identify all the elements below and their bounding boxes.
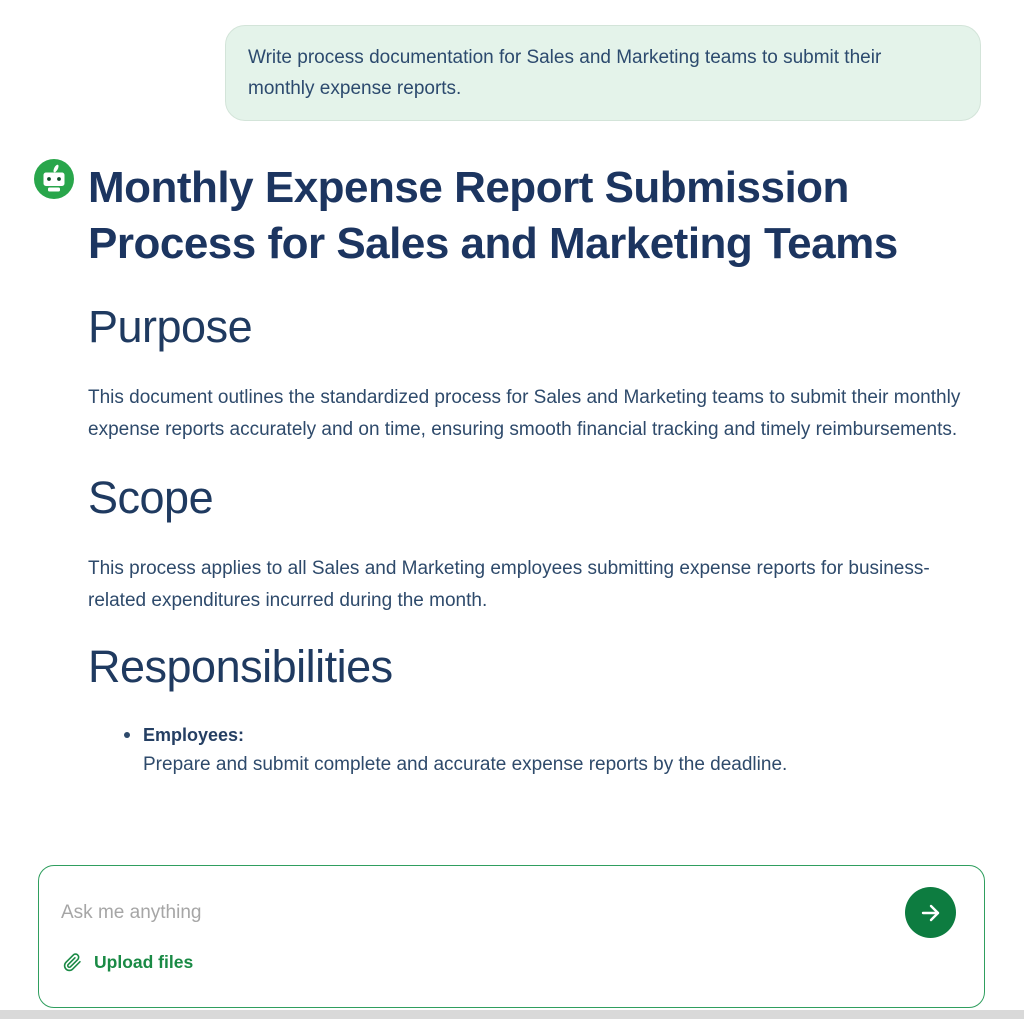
user-message-text: Write process documentation for Sales and Marketing teams to submit their monthly expense reports.	[248, 47, 882, 99]
robot-icon	[34, 159, 74, 199]
user-message-bubble	[225, 25, 981, 121]
section-heading-scope: Scope	[88, 472, 214, 523]
document-title: Monthly Expense Report Submission Process for Sales and Marketing Teams	[88, 163, 898, 268]
section-body-scope: This process applies to all Sales and Marketing employees submitting expense reports for business-related expenditures incurred during the month.	[88, 558, 930, 611]
section-heading-responsibilities: Responsibilities	[88, 641, 393, 692]
section-body-purpose: This document outlines the standardized process for Sales and Marketing teams to submit their monthly expense reports accurately and on time, ensuring smooth financial tracking and timely reimbursements.	[88, 387, 961, 440]
responsibilities-list	[88, 720, 978, 780]
assistant-document	[88, 160, 978, 780]
section-heading-purpose: Purpose	[88, 301, 253, 352]
paperclip-icon	[63, 952, 82, 973]
chat-input[interactable]	[61, 892, 881, 934]
list-item-label: Employees:	[143, 725, 245, 745]
upload-files-label: Upload files	[94, 952, 194, 972]
send-button[interactable]	[905, 887, 956, 938]
page-bottom-edge	[0, 1010, 1024, 1019]
upload-files-button[interactable]	[63, 952, 193, 973]
arrow-right-icon	[919, 901, 943, 925]
user-message-row	[225, 25, 981, 121]
list-item-employees	[88, 720, 978, 780]
list-item-text: Prepare and submit complete and accurate expense reports by the deadline.	[143, 754, 788, 775]
chat-composer	[38, 865, 985, 1008]
